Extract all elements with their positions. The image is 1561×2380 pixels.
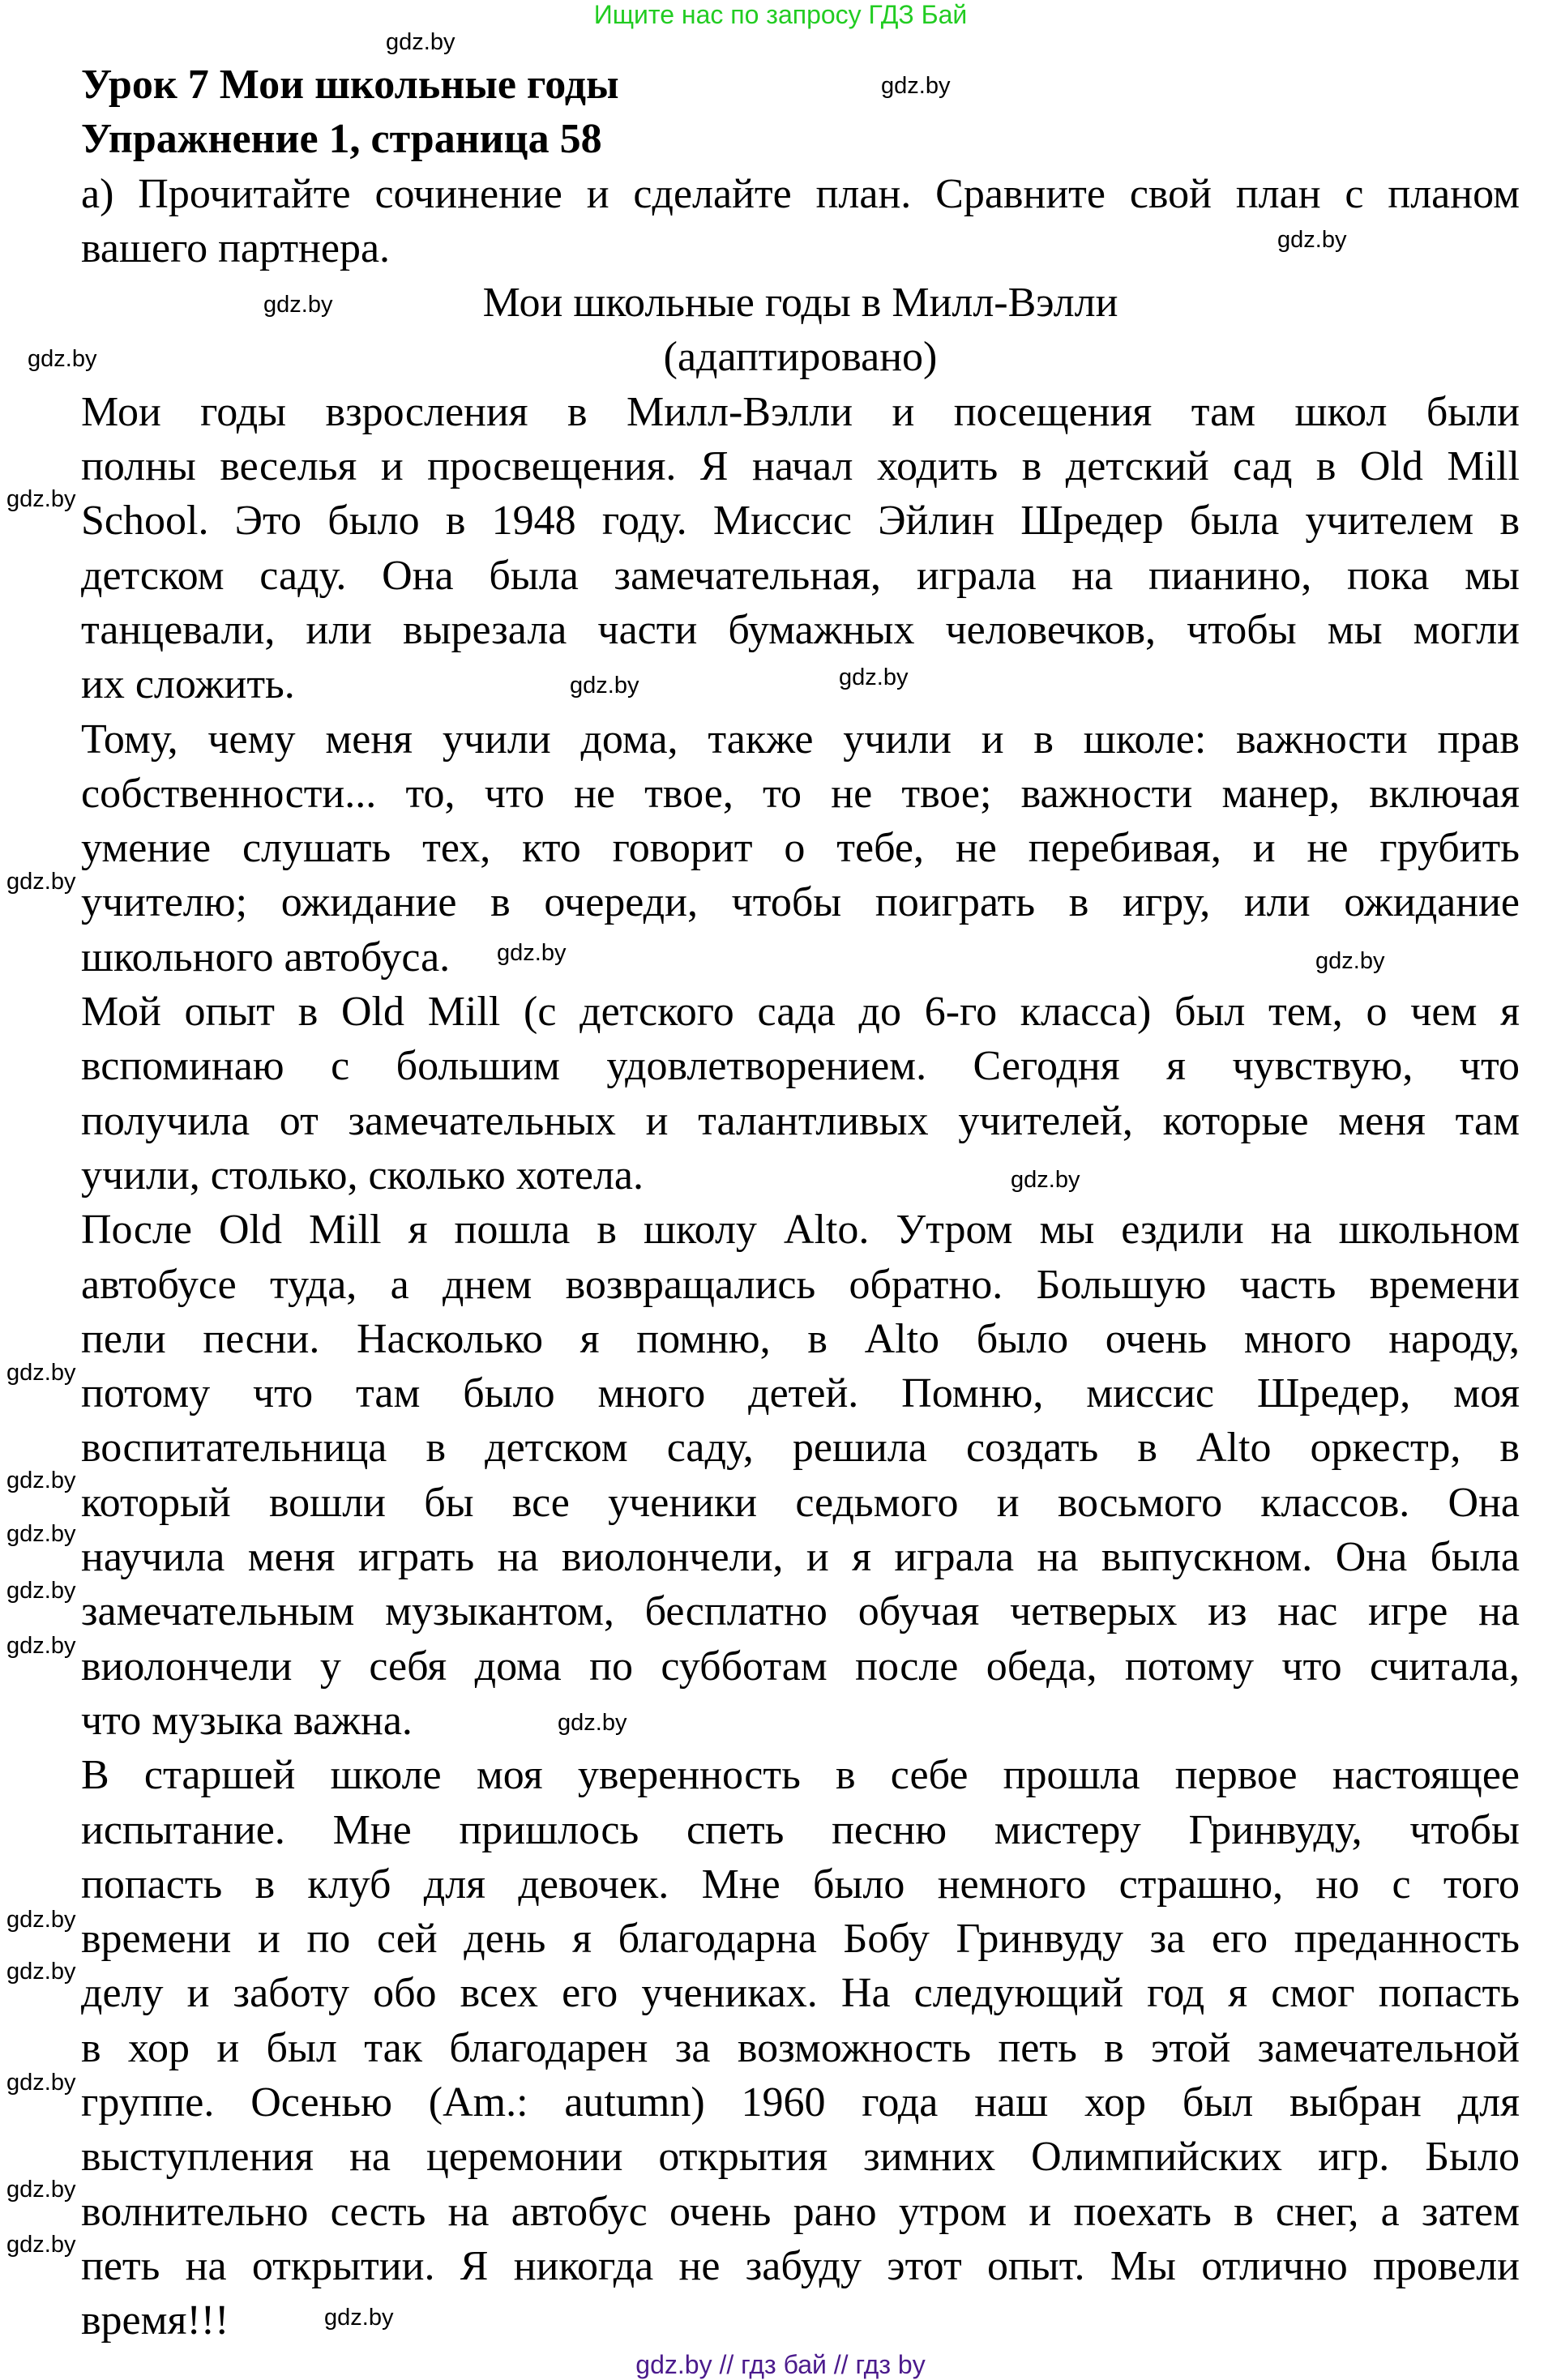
paragraph-line: получила от замечательных и талантливых учителей, которые меня там (81, 1097, 1520, 1144)
paragraph (81, 712, 1520, 985)
watermark: gdz.by (6, 1521, 76, 1547)
bottom-banner[interactable]: gdz.by // гдз бай // гдз by (635, 2350, 926, 2379)
watermark: gdz.by (1277, 227, 1347, 253)
watermark: gdz.by (1011, 1167, 1080, 1193)
watermark: gdz.by (386, 29, 455, 55)
paragraph-line: в хор и был так благодарен за возможность петь в этой замечательной (81, 2024, 1520, 2071)
lesson-title: Урок 7 Мои школьные годы (81, 62, 619, 108)
paragraph (81, 385, 1520, 712)
paragraph-line: танцевали, или вырезала части бумажных человечков, чтобы мы могли (81, 606, 1520, 653)
paragraph-line: После Old Mill я пошла в школу Alto. Утром мы ездили на школьном (81, 1207, 1520, 1254)
paragraph-line: В старшей школе моя уверенность в себе прошла первое настоящее (81, 1752, 1520, 1799)
paragraph-line: их сложить. (81, 661, 295, 708)
paragraph-line: учили, столько, сколько хотела. (81, 1152, 644, 1199)
paragraph-line: замечательным музыкантом, бесплатно обучая четверых из нас игре на (81, 1588, 1520, 1635)
task-line: вашего партнера. (81, 224, 391, 271)
watermark: gdz.by (1315, 948, 1385, 974)
watermark: gdz.by (6, 1959, 76, 1985)
paragraph-line: Мои годы взросления в Милл-Вэлли и посещения там школ были (81, 388, 1520, 435)
watermark: gdz.by (6, 1360, 76, 1386)
paragraph-line: выступления на церемонии открытия зимних Олимпийских игр. Было (81, 2134, 1520, 2181)
watermark: gdz.by (6, 1578, 76, 1604)
paragraph-line: что музыка важна. (81, 1697, 413, 1744)
watermark: gdz.by (324, 2305, 394, 2331)
paragraph-line: Мой опыт в Old Mill (с детского сада до 6-го класса) был тем, о чем я (81, 989, 1520, 1036)
watermark: gdz.by (263, 292, 333, 318)
paragraph-line: времени и по сей день я благодарна Бобу Гринвуду за его преданность (81, 1916, 1520, 1963)
watermark: gdz.by (839, 664, 909, 690)
paragraph-line: автобусе туда, а днем возвращались обратно. Большую часть времени (81, 1261, 1520, 1308)
watermark: gdz.by (881, 73, 951, 99)
paragraph-line: School. Это было в 1948 году. Миссис Эйлин Шредер была учителем в (81, 498, 1520, 545)
paragraph-line: вспоминаю с большим удовлетворением. Сегодня я чувствую, что (81, 1043, 1520, 1090)
paragraph-line: попасть в клуб для девочек. Мне было немного страшно, но с того (81, 1861, 1520, 1908)
paragraph-line: умение слушать тех, кто говорит о тебе, не перебивая, и не грубить (81, 825, 1520, 872)
paragraph-line: группе. Осенью (Am.: autumn) 1960 года наш хор был выбран для (81, 2079, 1520, 2126)
paragraph-line: пели песни. Насколько я помню, в Alto было очень много народу, (81, 1315, 1520, 1362)
watermark: gdz.by (497, 940, 567, 966)
watermark: gdz.by (6, 2232, 76, 2258)
watermark: gdz.by (6, 1907, 76, 1933)
essay-subtitle: (адаптировано) (663, 334, 938, 381)
paragraph-line: полны веселья и просвещения. Я начал ходить в детский сад в Old Mill (81, 443, 1520, 490)
watermark: gdz.by (6, 2070, 76, 2096)
paragraph-line: петь на открытии. Я никогда не забуду этот опыт. Мы отлично провели (81, 2242, 1520, 2289)
paragraph-line: виолончели у себя дома по субботам после обеда, потому что считала, (81, 1643, 1520, 1690)
paragraph-line: воспитательница в детском саду, решила создать в Alto оркестр, в (81, 1425, 1520, 1472)
watermark: gdz.by (6, 2177, 76, 2203)
paragraph-line: испытание. Мне пришлось спеть песню мистеру Гринвуду, чтобы (81, 1806, 1520, 1853)
paragraph (81, 985, 1520, 1203)
essay-title: Мои школьные годы в Милл-Вэлли (482, 280, 1118, 327)
paragraph-line: школьного автобуса. (81, 934, 451, 981)
watermark: gdz.by (6, 1468, 76, 1493)
watermark: gdz.by (6, 1633, 76, 1659)
paragraph-line: учителю; ожидание в очереди, чтобы поиграть в игру, или ожидание (81, 879, 1520, 926)
paragraph-line: собственности... то, что не твое, то не твое; важности манер, включая (81, 770, 1520, 817)
exercise-title: Упражнение 1, страница 58 (81, 116, 602, 163)
top-banner[interactable]: Ищите нас по запросу ГДЗ Бай (593, 0, 968, 29)
watermark: gdz.by (6, 869, 76, 895)
watermark: gdz.by (28, 346, 97, 372)
paragraph-line: детском саду. Она была замечательная, играла на пианино, пока мы (81, 552, 1520, 599)
paragraph-line: научила меня играть на виолончели, и я играла на выпускном. Она была (81, 1534, 1520, 1581)
document-body (81, 58, 1520, 2348)
paragraph (81, 1203, 1520, 1748)
watermark: gdz.by (558, 1710, 627, 1736)
paragraph-line: делу и заботу обо всех его учениках. На следующий год я смог попасть (81, 1970, 1520, 2017)
paragraph-line: который вошли бы все ученики седьмого и восьмого классов. Она (81, 1479, 1520, 1526)
paragraph-line: время!!! (81, 2297, 229, 2344)
paragraph-line: потому что там было много детей. Помню, миссис Шредер, моя (81, 1370, 1520, 1417)
paragraph-line: Тому, чему меня учили дома, также учили и в школе: важности прав (81, 716, 1520, 763)
paragraph (81, 1748, 1520, 2348)
paragraph-line: волнительно сесть на автобус очень рано утром и поехать в снег, а затем (81, 2188, 1520, 2235)
watermark: gdz.by (570, 673, 639, 699)
watermark: gdz.by (6, 486, 76, 512)
task-line: а) Прочитайте сочинение и сделайте план. Сравните свой план с планом (81, 170, 1520, 217)
